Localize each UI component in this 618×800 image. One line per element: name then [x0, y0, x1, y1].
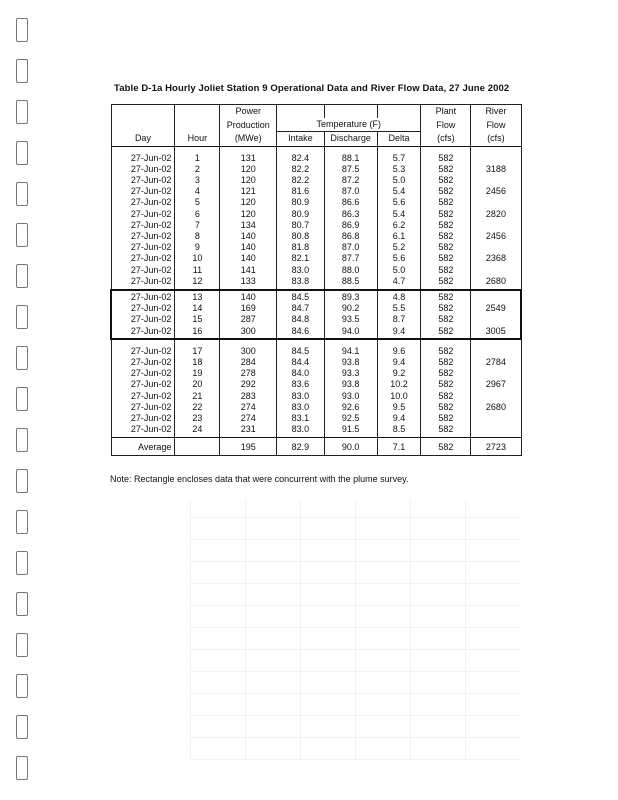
- table-row: [111, 424, 521, 438]
- binder-hole: [16, 715, 28, 739]
- header-day-mid: [111, 118, 175, 132]
- cell-power: 300: [220, 339, 277, 357]
- cell-power: 121: [220, 186, 277, 197]
- cell-discharge: 86.8: [324, 231, 377, 242]
- cell-intake: 83.1: [277, 413, 325, 424]
- average-discharge: 90.0: [324, 438, 377, 455]
- cell-day: 27-Jun-02: [111, 164, 175, 175]
- cell-river-flow: [471, 368, 521, 379]
- cell-day: 27-Jun-02: [111, 413, 175, 424]
- table-row: [111, 253, 521, 264]
- table-body-before-survey: [111, 146, 521, 290]
- cell-plant-flow: 582: [421, 290, 471, 303]
- binder-hole: [16, 264, 28, 288]
- cell-river-flow: [471, 242, 521, 253]
- cell-power: 133: [220, 276, 277, 290]
- cell-plant-flow: 582: [421, 413, 471, 424]
- cell-power: 140: [220, 253, 277, 264]
- cell-day: 27-Jun-02: [111, 424, 175, 438]
- cell-delta: 5.2: [377, 242, 421, 253]
- cell-intake: 84.5: [277, 290, 325, 303]
- cell-discharge: 86.6: [324, 197, 377, 208]
- cell-river-flow: 2456: [471, 186, 521, 197]
- cell-hour: 7: [175, 220, 220, 231]
- cell-delta: 5.0: [377, 265, 421, 276]
- cell-intake: 83.0: [277, 265, 325, 276]
- average-row: [111, 438, 521, 455]
- cell-day: 27-Jun-02: [111, 265, 175, 276]
- cell-plant-flow: 582: [421, 303, 471, 314]
- cell-discharge: 87.7: [324, 253, 377, 264]
- cell-hour: 15: [175, 314, 220, 325]
- bleed-through-grid: [190, 500, 520, 760]
- cell-delta: 10.2: [377, 379, 421, 390]
- cell-delta: 8.7: [377, 314, 421, 325]
- binder-hole: [16, 100, 28, 124]
- cell-hour: 8: [175, 231, 220, 242]
- binder-hole: [16, 756, 28, 780]
- cell-intake: 83.0: [277, 402, 325, 413]
- table-row: [111, 175, 521, 186]
- cell-discharge: 93.8: [324, 357, 377, 368]
- cell-hour: 2: [175, 164, 220, 175]
- cell-day: 27-Jun-02: [111, 368, 175, 379]
- cell-hour: 14: [175, 303, 220, 314]
- header-river-line1: River: [471, 105, 521, 119]
- cell-power: 274: [220, 413, 277, 424]
- cell-river-flow: [471, 424, 521, 438]
- cell-hour: 3: [175, 175, 220, 186]
- cell-discharge: 92.6: [324, 402, 377, 413]
- cell-delta: 9.2: [377, 368, 421, 379]
- cell-discharge: 88.0: [324, 265, 377, 276]
- cell-power: 278: [220, 368, 277, 379]
- header-hour: Hour: [175, 132, 220, 146]
- cell-power: 169: [220, 303, 277, 314]
- cell-power: 287: [220, 314, 277, 325]
- cell-river-flow: 2680: [471, 276, 521, 290]
- cell-day: 27-Jun-02: [111, 303, 175, 314]
- header-plant-line1: Plant: [421, 105, 471, 119]
- cell-river-flow: 2680: [471, 402, 521, 413]
- cell-day: 27-Jun-02: [111, 379, 175, 390]
- header-plant-line3: (cfs): [421, 132, 471, 146]
- average-hour: [175, 438, 220, 455]
- average-power: 195: [220, 438, 277, 455]
- binder-hole: [16, 469, 28, 493]
- table-row: [111, 242, 521, 253]
- cell-power: 231: [220, 424, 277, 438]
- cell-river-flow: [471, 391, 521, 402]
- cell-river-flow: [471, 413, 521, 424]
- cell-power: 140: [220, 290, 277, 303]
- cell-day: 27-Jun-02: [111, 276, 175, 290]
- cell-delta: 5.5: [377, 303, 421, 314]
- cell-plant-flow: 582: [421, 253, 471, 264]
- header-day: Day: [111, 132, 175, 146]
- cell-hour: 24: [175, 424, 220, 438]
- cell-intake: 84.0: [277, 368, 325, 379]
- cell-hour: 21: [175, 391, 220, 402]
- cell-power: 140: [220, 231, 277, 242]
- cell-delta: 6.1: [377, 231, 421, 242]
- header-discharge-top: [324, 105, 377, 119]
- table-row: [111, 326, 521, 339]
- cell-river-flow: [471, 146, 521, 164]
- cell-day: 27-Jun-02: [111, 402, 175, 413]
- header-hour-top: [175, 105, 220, 119]
- cell-intake: 81.6: [277, 186, 325, 197]
- header-power-line1: Power: [220, 105, 277, 119]
- header-plant-line2: Flow: [421, 118, 471, 132]
- binder-hole: [16, 387, 28, 411]
- cell-discharge: 91.5: [324, 424, 377, 438]
- cell-day: 27-Jun-02: [111, 290, 175, 303]
- cell-hour: 17: [175, 339, 220, 357]
- cell-day: 27-Jun-02: [111, 231, 175, 242]
- cell-day: 27-Jun-02: [111, 146, 175, 164]
- table-row: [111, 231, 521, 242]
- table-row: [111, 265, 521, 276]
- cell-plant-flow: 582: [421, 265, 471, 276]
- table-body-after-survey: [111, 339, 521, 438]
- average-label: Average: [111, 438, 175, 455]
- cell-day: 27-Jun-02: [111, 220, 175, 231]
- cell-hour: 10: [175, 253, 220, 264]
- cell-intake: 80.9: [277, 209, 325, 220]
- cell-delta: 4.7: [377, 276, 421, 290]
- binder-hole: [16, 223, 28, 247]
- cell-plant-flow: 582: [421, 146, 471, 164]
- cell-intake: 83.6: [277, 379, 325, 390]
- cell-intake: 84.8: [277, 314, 325, 325]
- header-delta: Delta: [377, 132, 421, 146]
- cell-discharge: 93.8: [324, 379, 377, 390]
- table-body-plume-survey: [111, 290, 521, 339]
- cell-river-flow: 2967: [471, 379, 521, 390]
- table-row: [111, 402, 521, 413]
- cell-river-flow: 2549: [471, 303, 521, 314]
- cell-discharge: 94.1: [324, 339, 377, 357]
- table-row: [111, 146, 521, 164]
- cell-power: 140: [220, 242, 277, 253]
- cell-plant-flow: 582: [421, 231, 471, 242]
- cell-day: 27-Jun-02: [111, 357, 175, 368]
- average-plant-flow: 582: [421, 438, 471, 455]
- binder-hole: [16, 674, 28, 698]
- cell-power: 120: [220, 197, 277, 208]
- cell-discharge: 89.3: [324, 290, 377, 303]
- cell-hour: 6: [175, 209, 220, 220]
- cell-discharge: 87.0: [324, 186, 377, 197]
- table-row: [111, 303, 521, 314]
- cell-discharge: 87.5: [324, 164, 377, 175]
- cell-plant-flow: 582: [421, 424, 471, 438]
- header-day-top: [111, 105, 175, 119]
- cell-day: 27-Jun-02: [111, 175, 175, 186]
- table-row: [111, 290, 521, 303]
- header-river-line3: (cfs): [471, 132, 521, 146]
- table-row: [111, 197, 521, 208]
- cell-hour: 12: [175, 276, 220, 290]
- cell-hour: 4: [175, 186, 220, 197]
- cell-hour: 20: [175, 379, 220, 390]
- cell-power: 284: [220, 357, 277, 368]
- cell-river-flow: [471, 290, 521, 303]
- operational-data-table: [110, 104, 522, 456]
- cell-intake: 82.2: [277, 175, 325, 186]
- table-row: [111, 391, 521, 402]
- binder-hole: [16, 633, 28, 657]
- header-temperature-group: Temperature (F): [277, 118, 421, 132]
- header-discharge: Discharge: [324, 132, 377, 146]
- cell-discharge: 93.5: [324, 314, 377, 325]
- cell-plant-flow: 582: [421, 368, 471, 379]
- cell-river-flow: [471, 175, 521, 186]
- cell-intake: 80.8: [277, 231, 325, 242]
- cell-plant-flow: 582: [421, 242, 471, 253]
- cell-discharge: 88.1: [324, 146, 377, 164]
- cell-discharge: 92.5: [324, 413, 377, 424]
- cell-intake: 83.0: [277, 391, 325, 402]
- cell-delta: 5.7: [377, 146, 421, 164]
- cell-delta: 9.4: [377, 326, 421, 339]
- binder-hole: [16, 428, 28, 452]
- table-row: [111, 164, 521, 175]
- cell-plant-flow: 582: [421, 314, 471, 325]
- table-row: [111, 209, 521, 220]
- table-row: [111, 276, 521, 290]
- cell-intake: 83.0: [277, 424, 325, 438]
- table-row: [111, 368, 521, 379]
- cell-delta: 6.2: [377, 220, 421, 231]
- table-title: Table D-1a Hourly Joliet Station 9 Operational Data and River Flow Data, 27 June 2002: [114, 83, 510, 94]
- table-row: [111, 357, 521, 368]
- cell-plant-flow: 582: [421, 276, 471, 290]
- cell-plant-flow: 582: [421, 326, 471, 339]
- cell-intake: 80.9: [277, 197, 325, 208]
- cell-river-flow: 2368: [471, 253, 521, 264]
- table-row: [111, 413, 521, 424]
- cell-power: 120: [220, 175, 277, 186]
- header-power-line3: (MWe): [220, 132, 277, 146]
- cell-delta: 10.0: [377, 391, 421, 402]
- cell-discharge: 86.3: [324, 209, 377, 220]
- header-hour-mid: [175, 118, 220, 132]
- cell-plant-flow: 582: [421, 402, 471, 413]
- cell-delta: 5.4: [377, 209, 421, 220]
- cell-delta: 9.4: [377, 413, 421, 424]
- cell-river-flow: [471, 197, 521, 208]
- cell-day: 27-Jun-02: [111, 186, 175, 197]
- average-river-flow: 2723: [471, 438, 521, 455]
- cell-river-flow: [471, 314, 521, 325]
- cell-delta: 5.6: [377, 253, 421, 264]
- cell-hour: 18: [175, 357, 220, 368]
- cell-delta: 5.3: [377, 164, 421, 175]
- cell-plant-flow: 582: [421, 357, 471, 368]
- cell-plant-flow: 582: [421, 164, 471, 175]
- cell-discharge: 93.3: [324, 368, 377, 379]
- binder-hole: [16, 305, 28, 329]
- cell-plant-flow: 582: [421, 391, 471, 402]
- cell-intake: 82.4: [277, 146, 325, 164]
- cell-plant-flow: 582: [421, 220, 471, 231]
- cell-plant-flow: 582: [421, 339, 471, 357]
- cell-discharge: 94.0: [324, 326, 377, 339]
- cell-intake: 80.7: [277, 220, 325, 231]
- table-row: [111, 186, 521, 197]
- cell-intake: 82.2: [277, 164, 325, 175]
- cell-power: 292: [220, 379, 277, 390]
- cell-hour: 16: [175, 326, 220, 339]
- cell-plant-flow: 582: [421, 197, 471, 208]
- average-intake: 82.9: [277, 438, 325, 455]
- cell-plant-flow: 582: [421, 175, 471, 186]
- cell-intake: 84.4: [277, 357, 325, 368]
- cell-delta: 9.6: [377, 339, 421, 357]
- cell-power: 131: [220, 146, 277, 164]
- table-row: [111, 339, 521, 357]
- cell-plant-flow: 582: [421, 186, 471, 197]
- header-river-line2: Flow: [471, 118, 521, 132]
- cell-river-flow: 3188: [471, 164, 521, 175]
- table-row: [111, 379, 521, 390]
- cell-day: 27-Jun-02: [111, 209, 175, 220]
- cell-delta: 5.4: [377, 186, 421, 197]
- cell-day: 27-Jun-02: [111, 197, 175, 208]
- cell-discharge: 90.2: [324, 303, 377, 314]
- cell-power: 274: [220, 402, 277, 413]
- cell-hour: 22: [175, 402, 220, 413]
- cell-river-flow: [471, 265, 521, 276]
- binder-hole: [16, 551, 28, 575]
- cell-delta: 9.4: [377, 357, 421, 368]
- cell-intake: 84.6: [277, 326, 325, 339]
- cell-river-flow: [471, 339, 521, 357]
- cell-river-flow: [471, 220, 521, 231]
- cell-discharge: 86.9: [324, 220, 377, 231]
- cell-delta: 4.8: [377, 290, 421, 303]
- cell-intake: 83.8: [277, 276, 325, 290]
- cell-hour: 11: [175, 265, 220, 276]
- cell-power: 300: [220, 326, 277, 339]
- average-delta: 7.1: [377, 438, 421, 455]
- binder-hole: [16, 182, 28, 206]
- cell-intake: 84.5: [277, 339, 325, 357]
- cell-day: 27-Jun-02: [111, 242, 175, 253]
- binder-hole: [16, 18, 28, 42]
- cell-plant-flow: 582: [421, 209, 471, 220]
- cell-intake: 82.1: [277, 253, 325, 264]
- cell-hour: 1: [175, 146, 220, 164]
- cell-river-flow: 2456: [471, 231, 521, 242]
- binder-hole: [16, 141, 28, 165]
- cell-hour: 9: [175, 242, 220, 253]
- cell-day: 27-Jun-02: [111, 253, 175, 264]
- cell-power: 134: [220, 220, 277, 231]
- cell-discharge: 93.0: [324, 391, 377, 402]
- cell-day: 27-Jun-02: [111, 326, 175, 339]
- header-delta-top: [377, 105, 421, 119]
- cell-day: 27-Jun-02: [111, 391, 175, 402]
- header-intake-top: [277, 105, 325, 119]
- cell-hour: 13: [175, 290, 220, 303]
- cell-intake: 84.7: [277, 303, 325, 314]
- cell-power: 141: [220, 265, 277, 276]
- cell-hour: 19: [175, 368, 220, 379]
- cell-hour: 23: [175, 413, 220, 424]
- table-row: [111, 220, 521, 231]
- cell-power: 283: [220, 391, 277, 402]
- cell-delta: 8.5: [377, 424, 421, 438]
- cell-hour: 5: [175, 197, 220, 208]
- cell-day: 27-Jun-02: [111, 314, 175, 325]
- cell-river-flow: 2820: [471, 209, 521, 220]
- cell-delta: 5.6: [377, 197, 421, 208]
- cell-river-flow: 3005: [471, 326, 521, 339]
- table-row: [111, 314, 521, 325]
- header-intake: Intake: [277, 132, 325, 146]
- cell-discharge: 87.0: [324, 242, 377, 253]
- cell-discharge: 87.2: [324, 175, 377, 186]
- binder-hole: [16, 510, 28, 534]
- cell-delta: 5.0: [377, 175, 421, 186]
- table-note: Note: Rectangle encloses data that were concurrent with the plume survey.: [110, 474, 409, 484]
- binder-hole: [16, 592, 28, 616]
- cell-day: 27-Jun-02: [111, 339, 175, 357]
- cell-delta: 9.5: [377, 402, 421, 413]
- cell-intake: 81.8: [277, 242, 325, 253]
- binder-hole: [16, 346, 28, 370]
- cell-power: 120: [220, 164, 277, 175]
- cell-discharge: 88.5: [324, 276, 377, 290]
- binder-hole: [16, 59, 28, 83]
- header-power-line2: Production: [220, 118, 277, 132]
- cell-power: 120: [220, 209, 277, 220]
- cell-plant-flow: 582: [421, 379, 471, 390]
- binder-holes: [16, 0, 30, 800]
- cell-river-flow: 2784: [471, 357, 521, 368]
